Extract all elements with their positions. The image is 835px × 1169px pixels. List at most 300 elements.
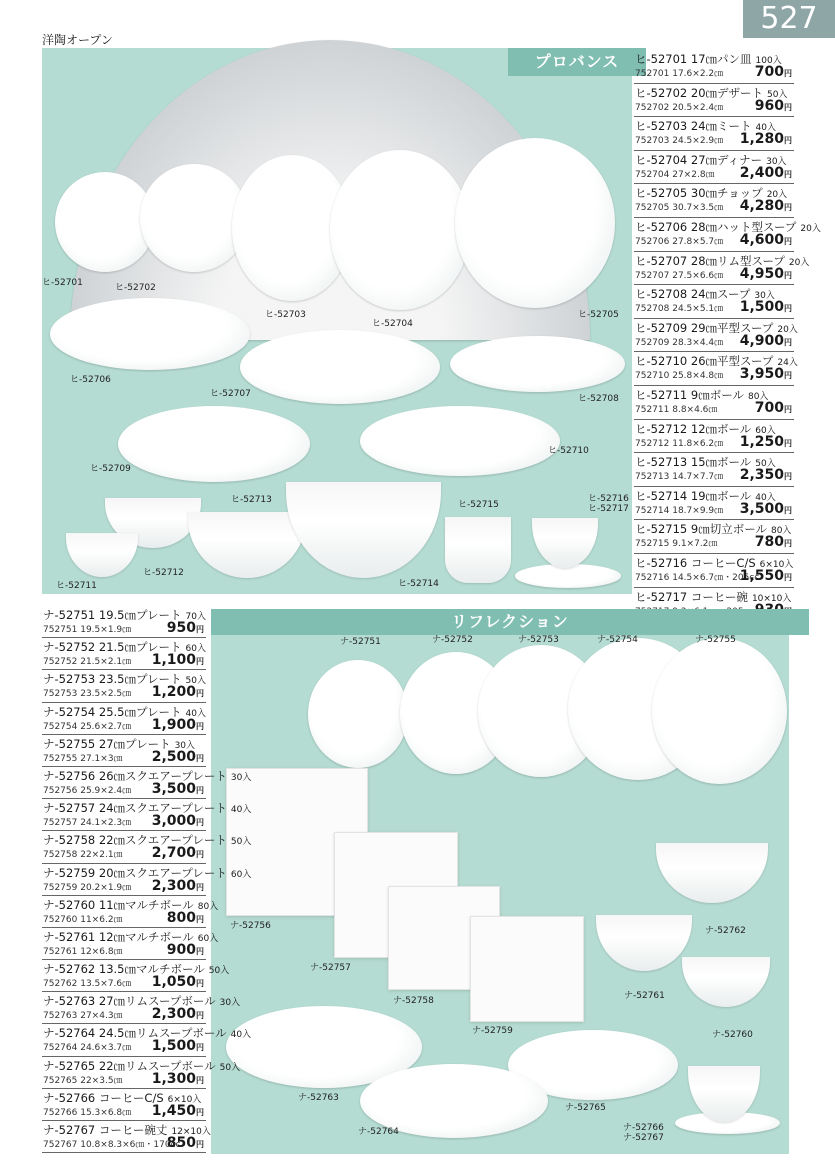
product-name: 19.5㎝プレート [98, 608, 182, 622]
photo-tag: ナ-52762 [705, 926, 746, 936]
product-spec [43, 654, 131, 667]
product-quantity: 60入 [185, 644, 206, 655]
product-row [42, 864, 252, 896]
product-subcode: 752702 [635, 102, 670, 113]
product-code: ナ-52752 [43, 640, 96, 655]
product-price [152, 1071, 204, 1087]
photo-tag: ナ-52763 [298, 1093, 339, 1103]
product-subcode: 752704 [635, 169, 670, 180]
price-value: 1,550 [739, 567, 784, 584]
product-spec [635, 301, 723, 314]
product-code: ナ-52756 [43, 768, 96, 783]
price-unit: 円 [784, 438, 792, 448]
plate-image [330, 150, 470, 310]
price-value: 960 [754, 97, 784, 114]
price-unit: 円 [784, 472, 792, 482]
photo-tag: ヒ-52704 [372, 319, 413, 329]
price-unit: 円 [196, 914, 204, 924]
price-value: 800 [166, 909, 196, 926]
product-subcode: 752754 [43, 721, 78, 732]
price-value: 780 [754, 534, 784, 551]
price-unit: 円 [784, 539, 792, 549]
product-name: 24.5㎝リムスープボール [98, 1026, 227, 1041]
product-quantity: 50入 [755, 459, 776, 470]
product-spec [43, 1105, 131, 1118]
photo-tag: ヒ-52713 [231, 495, 272, 505]
product-title [635, 387, 768, 403]
product-size: 11.8×6.2㎝ [672, 438, 724, 449]
product-quantity: 12×10入 [171, 1127, 211, 1137]
plate-image [652, 638, 787, 784]
product-subcode: 752707 [635, 270, 670, 281]
product-price [152, 781, 204, 797]
product-row [634, 453, 794, 487]
soup-plate-image [50, 298, 250, 370]
price-value: 850 [166, 1135, 196, 1151]
price-value: 2,300 [151, 877, 196, 894]
product-quantity: 60入 [230, 869, 252, 880]
photo-tag: ヒ-52702 [115, 283, 156, 293]
photo-tag: ヒ-52703 [265, 310, 306, 320]
product-code: ナ-52760 [43, 897, 96, 912]
price-value: 1,250 [739, 433, 784, 450]
price-value: 1,900 [151, 716, 196, 733]
product-code: ナ-52763 [43, 994, 96, 1009]
product-subcode: 752752 [43, 657, 78, 668]
price-unit: 円 [196, 785, 204, 795]
photo-tag: ナ-52756 [230, 921, 271, 931]
product-quantity: 30入 [219, 998, 241, 1009]
product-price [740, 131, 792, 147]
product-size: 23.5×2.5㎝ [80, 689, 132, 700]
product-quantity: 80入 [197, 901, 219, 912]
product-subcode: 752759 [43, 882, 78, 893]
product-name: 27㎝プレート [98, 736, 171, 751]
product-row [42, 735, 206, 767]
product-subcode: 752767 [43, 1140, 78, 1150]
product-spec [43, 976, 131, 989]
product-size: 24.6×3.7㎝ [80, 1043, 132, 1054]
product-price [152, 1103, 204, 1119]
product-quantity: 50入 [185, 676, 206, 687]
product-code: ヒ-52715 [635, 522, 688, 537]
product-row [42, 1057, 241, 1089]
product-name: 13.5㎝マルチボール [98, 962, 205, 977]
product-size: 9.1×7.2㎝ [672, 539, 718, 550]
photo-tag: ヒ-52709 [90, 464, 131, 474]
product-spec [635, 200, 723, 213]
price-unit: 円 [196, 657, 204, 667]
price-unit: 円 [784, 69, 792, 78]
product-spec [43, 880, 131, 893]
product-subcode: 752716 [635, 572, 670, 583]
product-code: ナ-52759 [43, 865, 96, 880]
product-row [634, 352, 798, 386]
product-row [634, 117, 794, 151]
product-name: コーヒーC/S [690, 555, 756, 570]
product-price [755, 64, 792, 80]
product-title [43, 832, 251, 848]
product-name: 27㎝リムスープボール [98, 994, 216, 1009]
product-name: 29㎝平型スープ [690, 320, 774, 335]
product-quantity: 30入 [766, 156, 787, 167]
photo-tag: ヒ-52710 [548, 446, 589, 456]
product-spec [43, 719, 131, 732]
product-size: 22×2.1㎝ [80, 850, 123, 861]
price-value: 1,050 [151, 974, 196, 991]
product-quantity: 20入 [777, 324, 798, 335]
product-name: 21.5㎝プレート [98, 640, 182, 655]
product-price [152, 1006, 204, 1022]
photo-tag: ヒ-52707 [210, 389, 251, 399]
product-spec [635, 536, 717, 549]
product-name: 26㎝スクエアープレート [98, 768, 227, 783]
product-size: 24.5×2.9㎝ [672, 136, 724, 147]
price-unit: 円 [196, 1140, 204, 1149]
product-name: コーヒー碗 [690, 589, 748, 604]
price-unit: 円 [784, 270, 792, 280]
product-subcode: 752705 [635, 203, 670, 214]
product-size: 27.8×5.7㎝ [672, 236, 724, 247]
product-code: ヒ-52710 [635, 354, 688, 369]
product-price [740, 568, 792, 584]
product-size: 20.2×1.9㎝ [80, 882, 132, 893]
product-title [43, 865, 251, 881]
product-spec [635, 66, 723, 79]
product-price [755, 98, 792, 114]
photo-tag: ヒ-52701 [42, 278, 83, 288]
price-value: 900 [166, 941, 196, 958]
price-unit: 円 [784, 203, 792, 213]
series-title-provence: プロバンス [508, 48, 646, 76]
product-name: 24㎝ミート [690, 119, 752, 134]
product-price [740, 366, 792, 382]
product-quantity: 70入 [185, 612, 206, 622]
product-spec [635, 234, 723, 247]
product-quantity: 20入 [788, 257, 810, 268]
photo-tag: ヒ-52711 [56, 581, 97, 591]
product-price [152, 878, 204, 894]
product-spec [43, 847, 123, 860]
product-size: 17.6×2.2㎝ [672, 69, 724, 79]
product-size: 12×6.8㎝ [80, 946, 123, 957]
price-unit: 円 [196, 753, 204, 763]
product-row [634, 420, 794, 454]
product-name: 28㎝ハット型スープ [690, 219, 797, 234]
product-name: 25.5㎝プレート [98, 704, 182, 719]
category-label: 洋陶オープン [42, 33, 113, 47]
product-quantity: 40入 [230, 1030, 252, 1041]
price-unit: 円 [784, 337, 792, 347]
product-quantity: 30入 [230, 772, 252, 783]
product-subcode: 752762 [43, 979, 78, 990]
photo-tag: ナ-52757 [310, 963, 351, 973]
price-value: 3,500 [739, 500, 784, 517]
product-price [152, 684, 204, 700]
product-quantity: 6×10入 [759, 559, 794, 570]
product-row [42, 928, 219, 960]
price-value: 4,600 [739, 231, 784, 248]
product-size: 14.5×6.7㎝・205cc [672, 572, 760, 583]
product-subcode: 752766 [43, 1107, 78, 1118]
product-price [167, 620, 204, 636]
product-quantity: 80入 [770, 526, 792, 537]
product-price [740, 266, 792, 282]
product-size: 22×3.5㎝ [80, 1075, 123, 1086]
product-code: ヒ-52716 [635, 555, 688, 570]
price-unit: 円 [784, 304, 792, 314]
product-code: ヒ-52709 [635, 320, 688, 335]
price-value: 1,300 [151, 1070, 196, 1087]
product-spec [43, 1008, 123, 1021]
product-subcode: 752711 [635, 404, 670, 415]
product-subcode: 752703 [635, 136, 670, 147]
product-spec [635, 368, 723, 381]
product-price [740, 299, 792, 315]
product-code: ナ-52767 [43, 1123, 96, 1137]
product-price [152, 845, 204, 861]
product-row [634, 218, 821, 252]
product-name: 15㎝ボール [690, 455, 752, 470]
product-price [755, 400, 792, 416]
product-title [43, 993, 240, 1009]
product-price [740, 333, 792, 349]
product-row [634, 184, 794, 218]
cup-image [445, 517, 511, 583]
product-price [740, 165, 792, 181]
product-name: 17㎝パン皿 [690, 52, 752, 66]
product-row [42, 606, 206, 638]
product-subcode: 752708 [635, 304, 670, 315]
product-price [740, 501, 792, 517]
price-unit: 円 [784, 169, 792, 179]
photo-tag: ナ-52766 [623, 1123, 664, 1133]
product-row [42, 703, 206, 735]
product-row [634, 520, 794, 554]
photo-tag: ヒ-52708 [578, 394, 619, 404]
product-title [43, 800, 251, 816]
product-price [152, 652, 204, 668]
photo-tag: ナ-52752 [432, 635, 473, 645]
photo-tag: ヒ-52706 [70, 375, 111, 385]
product-quantity: 80入 [747, 391, 769, 402]
product-name: 9㎝ボール [690, 387, 744, 402]
photo-tag: ナ-52764 [358, 1127, 399, 1137]
photo-tag: ヒ-52705 [578, 310, 619, 320]
product-price [152, 813, 204, 829]
product-subcode: 752751 [43, 625, 78, 635]
price-unit: 円 [784, 505, 792, 515]
product-size: 19.5×1.9㎝ [80, 625, 132, 635]
product-size: 27.1×3㎝ [80, 753, 123, 764]
product-price [167, 1135, 204, 1151]
product-price [152, 1038, 204, 1054]
product-quantity: 60入 [755, 425, 776, 436]
product-price [740, 467, 792, 483]
product-quantity: 30入 [754, 291, 775, 302]
product-name: 28㎝リム型スープ [690, 253, 785, 268]
product-subcode: 752714 [635, 505, 670, 516]
product-spec [43, 1137, 180, 1150]
product-size: 25.8×4.8㎝ [672, 371, 724, 382]
product-quantity: 60入 [197, 933, 219, 944]
price-unit: 円 [196, 818, 204, 828]
price-unit: 円 [196, 721, 204, 731]
product-code: ナ-52766 [43, 1090, 96, 1105]
product-name: 26㎝平型スープ [690, 354, 774, 369]
photo-tag: ナ-52751 [340, 637, 381, 647]
product-spec [635, 133, 723, 146]
product-row [42, 831, 252, 863]
product-subcode: 752763 [43, 1011, 78, 1022]
product-size: 27×4.3㎝ [80, 1011, 123, 1022]
price-value: 2,700 [151, 845, 196, 862]
product-row [42, 1024, 252, 1056]
product-code: ヒ-52711 [635, 387, 688, 402]
product-quantity: 50入 [219, 1062, 241, 1073]
product-code: ヒ-52703 [635, 119, 688, 134]
product-size: 10.8×8.3×6㎝・170cc [80, 1140, 181, 1150]
price-value: 700 [754, 64, 784, 80]
product-quantity: 50入 [230, 837, 252, 848]
price-unit: 円 [784, 404, 792, 414]
price-value: 3,500 [151, 780, 196, 797]
product-code: ナ-52757 [43, 801, 96, 816]
price-value: 1,100 [151, 652, 196, 669]
product-spec [635, 469, 723, 482]
product-spec [43, 622, 131, 635]
product-subcode: 752765 [43, 1075, 78, 1086]
photo-tag: ナ-52754 [597, 635, 638, 645]
product-name: 24㎝スープ [690, 287, 751, 302]
price-unit: 円 [196, 1107, 204, 1117]
product-title [43, 1025, 251, 1041]
product-size: 28.3×4.4㎝ [672, 337, 724, 348]
price-unit: 円 [784, 236, 792, 246]
product-price [167, 910, 204, 926]
product-spec [635, 167, 715, 180]
product-quantity: 50入 [208, 966, 230, 977]
soup-plate-image [118, 406, 310, 482]
product-quantity: 40入 [755, 492, 776, 503]
product-spec [43, 944, 123, 957]
price-unit: 円 [196, 1011, 204, 1021]
product-price [167, 942, 204, 958]
product-code: ヒ-52717 [635, 589, 688, 604]
product-quantity: 50入 [767, 89, 788, 100]
product-name: 12㎝マルチボール [98, 929, 194, 944]
product-row [42, 992, 241, 1024]
product-size: 25.9×2.4㎝ [80, 785, 132, 796]
product-quantity: 40入 [230, 805, 252, 816]
price-value: 950 [166, 620, 196, 636]
product-price [740, 198, 792, 214]
product-spec [43, 815, 131, 828]
product-row [634, 487, 794, 521]
product-subcode: 752764 [43, 1043, 78, 1054]
product-size: 20.5×2.4㎝ [672, 102, 724, 113]
product-subcode: 752710 [635, 371, 670, 382]
photo-tag: ヒ-52715 [458, 500, 499, 510]
photo-tag: ヒ-52716 [588, 494, 629, 504]
plate-image [455, 138, 615, 308]
price-unit: 円 [196, 1075, 204, 1085]
product-row [42, 960, 230, 992]
product-spec [635, 335, 723, 348]
soup-plate-image [360, 406, 560, 476]
provence-product-list [634, 50, 821, 621]
price-unit: 円 [196, 625, 204, 634]
product-size: 25.6×2.7㎝ [80, 721, 132, 732]
product-name: 12㎝ボール [690, 421, 752, 436]
product-size: 27.5×6.6㎝ [672, 270, 724, 281]
price-unit: 円 [784, 572, 792, 582]
product-quantity: 30入 [174, 740, 196, 751]
product-spec [635, 503, 723, 516]
price-value: 2,500 [151, 748, 196, 765]
product-row [42, 767, 252, 799]
product-subcode: 752706 [635, 236, 670, 247]
product-code: ヒ-52707 [635, 253, 688, 268]
price-unit: 円 [784, 136, 792, 146]
product-code: ナ-52762 [43, 962, 96, 977]
product-size: 15.3×6.8㎝ [80, 1107, 132, 1118]
product-code: ヒ-52708 [635, 287, 688, 302]
product-subcode: 752753 [43, 689, 78, 700]
soup-plate-image [240, 330, 440, 404]
product-spec [635, 268, 723, 281]
product-code: ヒ-52704 [635, 152, 688, 167]
product-code: ナ-52751 [43, 608, 96, 622]
photo-tag: ヒ-52712 [143, 568, 184, 578]
price-value: 2,300 [151, 1006, 196, 1023]
product-price [740, 232, 792, 248]
product-name: 19㎝ボール [690, 488, 752, 503]
page-number: 527 [743, 0, 835, 38]
product-size: 27×2.8㎝ [672, 169, 715, 180]
product-name: 9㎝切立ボール [690, 522, 767, 537]
price-value: 1,500 [739, 299, 784, 316]
product-code: ナ-52765 [43, 1058, 96, 1073]
product-name: 20㎝スクエアープレート [98, 865, 227, 880]
photo-tag: ナ-52761 [624, 991, 665, 1001]
product-subcode: 752760 [43, 914, 78, 925]
product-title [43, 1058, 240, 1074]
product-price [740, 434, 792, 450]
price-value: 1,450 [151, 1102, 196, 1119]
photo-tag: ナ-52758 [393, 996, 434, 1006]
product-name: コーヒー碗丈 [98, 1123, 168, 1137]
photo-tag: ナ-52755 [695, 635, 736, 645]
product-size: 14.7×7.7㎝ [672, 472, 724, 483]
product-price [152, 717, 204, 733]
price-unit: 円 [196, 882, 204, 892]
product-spec [635, 402, 717, 415]
product-subcode: 752709 [635, 337, 670, 348]
product-code: ナ-52754 [43, 704, 96, 719]
product-code: ナ-52764 [43, 1026, 96, 1041]
photo-tag: ナ-52759 [472, 1026, 513, 1036]
product-row [634, 151, 794, 185]
price-unit: 円 [784, 371, 792, 381]
product-name: コーヒーC/S [98, 1090, 164, 1105]
product-spec [43, 783, 131, 796]
product-spec [43, 1073, 123, 1086]
price-value: 4,900 [739, 332, 784, 349]
price-value: 1,500 [151, 1038, 196, 1055]
product-subcode: 752756 [43, 785, 78, 796]
product-row [634, 319, 798, 353]
